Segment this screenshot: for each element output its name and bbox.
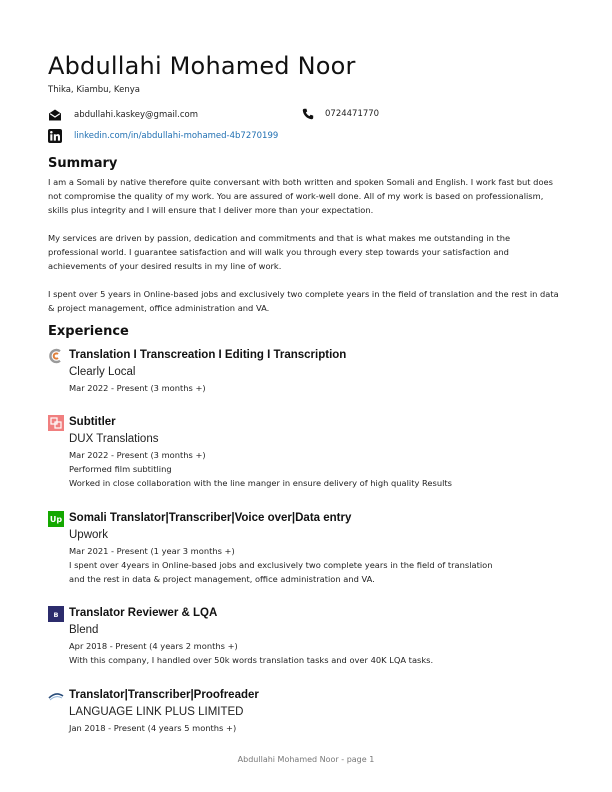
envelope-icon: [48, 108, 62, 122]
job-description: [69, 558, 569, 586]
summary-paragraph-2: My services are driven by passion, dedication and commitments and that is what makes me outstanding in the professional world. I guarantee satisfaction and will walk you through every step towards your satisfaction and achievements of your desired results in my line of work.: [48, 233, 511, 271]
phone-icon: [302, 108, 314, 120]
candidate-name: Abdullahi Mohamed Noor: [48, 52, 356, 80]
job-company: LANGUAGE LINK PLUS LIMITED: [69, 706, 244, 718]
job-title: Translator Reviewer & LQA: [69, 607, 218, 619]
phone-number[interactable]: 0724471770: [325, 109, 380, 119]
linkedin-link[interactable]: linkedin.com/in/abdullahi-mohamed-4b7270199: [74, 131, 279, 141]
email-row: [48, 108, 198, 122]
job-company: Clearly Local: [69, 366, 136, 378]
job-company: Upwork: [69, 529, 108, 541]
job-title: Translation I Transcreation I Editing I Transcription: [69, 349, 347, 361]
job-title: Somali Translator|Transcriber|Voice over|Data entry: [69, 512, 352, 524]
location: Thika, Kiambu, Kenya: [48, 85, 140, 95]
job-title: Subtitler: [69, 416, 116, 428]
page-footer: Abdullahi Mohamed Noor - page 1: [237, 755, 375, 764]
upwork-logo-icon: [48, 511, 64, 527]
linkedin-icon: [48, 129, 62, 143]
summary-heading: Summary: [48, 156, 118, 171]
job-description-line: I spent over 4years in Online-based jobs and exclusively two complete years in the field of translation: [69, 560, 493, 570]
job-date: Jan 2018 - Present (4 years 5 months +): [69, 723, 237, 733]
language-link-logo-icon: [48, 688, 64, 704]
experience-heading: Experience: [48, 324, 129, 339]
job-title: Translator|Transcriber|Proofreader: [69, 689, 259, 701]
job-date: Mar 2022 - Present (3 months +): [69, 383, 206, 393]
job-description-line: Performed film subtitling: [69, 464, 172, 474]
phone-row: [302, 108, 379, 120]
dux-translations-logo-icon: [48, 415, 64, 431]
job-description-line: Worked in close collaboration with the line manger in ensure delivery of high quality Results: [69, 478, 452, 488]
job-description-line: and the rest in data & project management, office administration and VA.: [69, 574, 375, 584]
job-company: Blend: [69, 624, 99, 636]
job-description: [69, 653, 569, 667]
blend-logo-icon: [48, 606, 64, 622]
email-link[interactable]: abdullahi.kaskey@gmail.com: [74, 110, 199, 120]
summary-paragraph-3: I spent over 5 years in Online-based jobs and exclusively two complete years in the field of translation and the rest in data & project management, office administration and VA.: [48, 289, 559, 313]
job-date: Mar 2022 - Present (3 months +): [69, 450, 206, 460]
job-date: Mar 2021 - Present (1 year 3 months +): [69, 546, 235, 556]
job-company: DUX Translations: [69, 433, 159, 445]
summary-paragraph-1: I am a Somali by native therefore quite conversant with both written and spoken Somali and English. I work fast but does not compromise the quality of my work. You are assured of work-well done. All of my work is based on professionalism, skills plus integrity and I will ensure that I deliver more than your expectation.: [48, 177, 553, 215]
blend-logo-text: B: [53, 611, 59, 619]
job-description-line: With this company, I handled over 50k words translation tasks and over 40K LQA tasks.: [69, 655, 434, 665]
linkedin-row: [48, 129, 278, 143]
job-description: [69, 462, 569, 490]
clearly-local-logo-icon: [48, 348, 64, 364]
job-date: Apr 2018 - Present (4 years 2 months +): [69, 641, 238, 651]
upwork-logo-text: Up: [49, 515, 63, 525]
